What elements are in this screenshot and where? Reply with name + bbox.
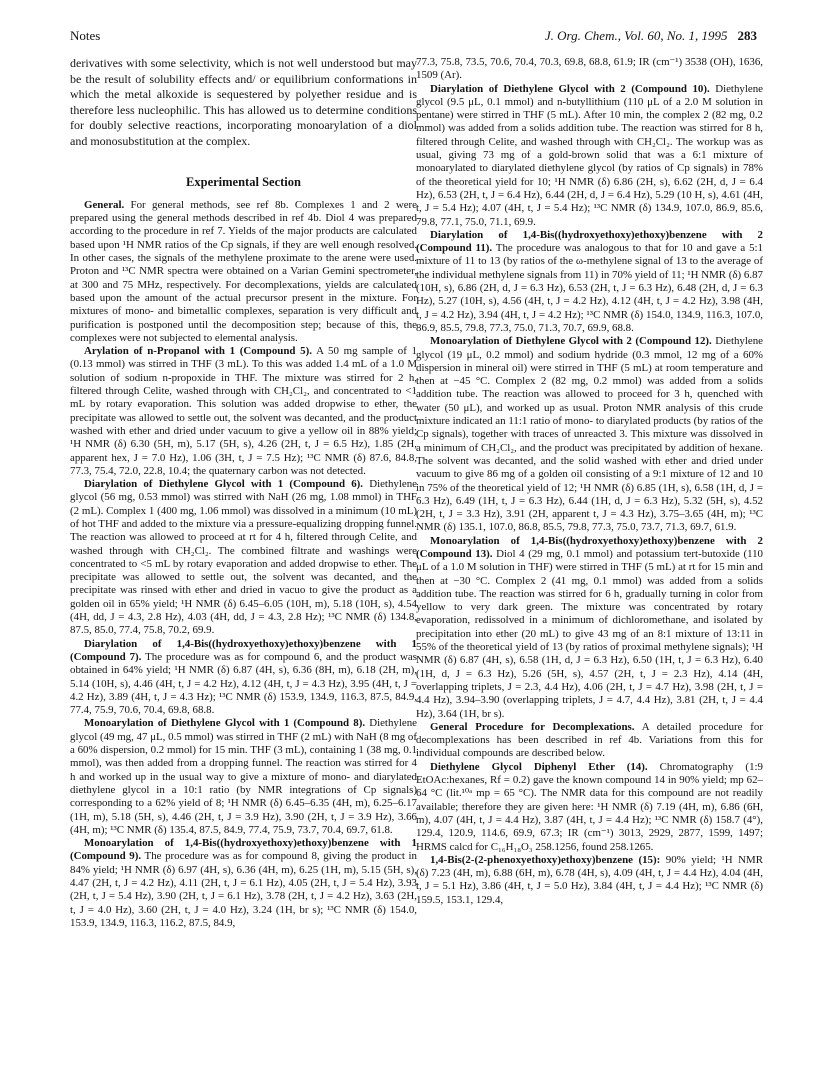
section-label: Notes [70, 28, 101, 43]
paragraph-text: For general methods, see ref 8b. Complexes 1 and 2 were prepared using the general methods described in ref 4b. Diol 4 was prepared according to the procedure in ref 7. Yields of the major products are calculated based upon ¹H NMR ratios of the Cp signals, if they are well enough resolved. In other cases, the signals of the methylene proximate to the arene were used. Proton and ¹³C NMR spectra were obtained on a Varian Gemini spectrometer, at 300 and 75 MHz, respectively. For decomplexations, yields are calculated based upon the amount of the actual precursor present in the mixture. For mixtures of mono- and bimetallic complexes, separation is very difficult and purification is postponed until the decomposition step; because of this, the complexes were not subjected to elemental analysis. [70, 198, 417, 344]
paragraph-heading: Diarylation of Diethylene Glycol with 2 (Compound 10). [430, 82, 710, 95]
paragraph-heading: General Procedure for Decomplexations. [430, 720, 635, 733]
paragraph-heading: 1,4-Bis(2-(2-phenoxyethoxy)ethoxy)benzene (15): [430, 853, 661, 866]
experimental-paragraph [416, 535, 763, 721]
experimental-paragraph [70, 837, 417, 930]
page-number: 283 [737, 28, 757, 43]
paragraph-text: Diethylene glycol (49 mg, 47 μL, 0.5 mmol) was stirred in THF (2 mL) with NaH (8 mg of a 60% dispersion, 0.2 mmol) for 15 min. THF (3 mL), containing 1 (38 mg, 0.1 mmol), was then added from a dropping funnel. The reaction was stirred for 4 h and worked up in the usual way to give a mixture of mono- and diarylated diethylene glycol in a 10:1 ratio (by NMR integrations of Cp signals) corresponding to a 62% yield of 8; ¹H NMR (δ) 6.45–6.35 (4H, m), 6.25–6.17 (1H, m), 5.18 (5H, s), 4.46 (2H, t, J = 3.9 Hz), 3.90 (2H, t, J = 3.9 Hz), 3.66 (4H, m); ¹³C NMR (δ) 135.4, 87.5, 84.9, 77.4, 75.9, 73.7, 70.4, 69.7, 61.8. [70, 717, 417, 836]
paragraph-text: Diol 4 (29 mg, 0.1 mmol) and potassium tert-butoxide (110 μL of a 1.0 M solution in THF) were stirred in THF (5 mL) at rt for 15 min and then at −30 °C. Complex 2 (41 mg, 0.1 mmol) was added from a solids addition tube. The reaction was stirred for 6 h, gradually turning in color from yellow to very dark green. The mixture was concentrated by rotary evaporation, redissolved in a minimum of dichloromethane, and isolated by precipitation into ether (20 mL) to give 43 mg of an 8:1 mixture of 13:11 in 55% of the theoretical yield of 13 (by ratios of proximal methylene signals); ¹H NMR (δ) 6.87 (4H, s), 6.58 (1H, d, J = 6.3 Hz), 6.50 (1H, t, J = 6.3 Hz), 6.40 (1H, d, J = 6.3 Hz), 5.26 (5H, s), 4.57 (2H, t, J = 2.3 Hz), 4.14 (4H, overlapping triplets, J = 2.3, 4.4 Hz), 4.06 (2H, t, J = 4.7 Hz), 3.98 (2H, t, J = 4.4 Hz), 3.94–3.90 (overlapping triplets, J = 4.7, 4.4 Hz), 3.81 (2H, t, J = 4.4 Hz), 3.64 (1H, br s). [416, 547, 763, 720]
paragraph-text: A detailed procedure for decomplexations has been described in ref 4b. Variations from this for individual compounds are described below. [416, 720, 763, 760]
experimental-paragraph [416, 761, 763, 854]
paragraph-heading: Monoarylation of Diethylene Glycol with 2 (Compound 12). [430, 335, 712, 348]
paragraph-heading: Monoarylation of Diethylene Glycol with 1 (Compound 8). [84, 717, 366, 730]
experimental-paragraph [416, 56, 763, 83]
paragraph-heading: Monoarylation of 1,4-Bis((hydroxyethoxy)ethoxy)benzene with 1 (Compound 9). [70, 837, 417, 863]
experimental-paragraph [416, 335, 763, 534]
experimental-paragraph [70, 638, 417, 718]
experimental-paragraph [416, 229, 763, 335]
right-paragraphs [416, 56, 763, 907]
paragraph-heading: Diethylene Glycol Diphenyl Ether (14). [430, 760, 648, 773]
section-title: Experimental Section [186, 174, 301, 189]
experimental-paragraph [70, 345, 417, 478]
paragraph-text: 90% yield; ¹H NMR (δ) 7.23 (4H, m), 6.88 (6H, m), 6.78 (4H, s), 4.09 (4H, t, J = 4.4 Hz), 4.04 (4H, t, J = 5.1 Hz), 3.86 (4H, t, J = 5.0 Hz), 3.84 (4H, t, J = 4.4 Hz); ¹³C NMR (δ) 159.5, 153.1, 129.4, [416, 853, 763, 906]
right-column [416, 56, 763, 907]
paragraph-heading: Monoarylation of 1,4-Bis((hydroxyethoxy)ethoxy)benzene with 2 (Compound 13). [416, 534, 763, 560]
experimental-paragraph [416, 854, 763, 907]
left-paragraphs [70, 199, 417, 930]
intro-paragraph: derivatives with some selectivity, which is not well understood but may be the result of solubility effects and/ or equilibrium conformations in which the metal alkoxide is sequestered by polyether residue and is therefore less nucleophilic. This has allowed us to determine conditions for doubly selective reactions, incorporating monoarylation of a diol and monosubstitution at the complex. [70, 56, 417, 148]
paragraph-text: The procedure was analogous to that for 10 and gave a 5:1 mixture of 11 to 13 (by ratios of the ω-methylene signal of 13 to the average of the individual methylene signals from 11) in 70% yield of 11; ¹H NMR (δ) 6.87 (10H, s), 6.86 (2H, d, J = 6.3 Hz), 6.53 (2H, t, J = 6.3 Hz), 6.48 (2H, d, J = 6.3 Hz), 5.27 (10H, s), 4.56 (4H, t, J = 4.2 Hz), 4.12 (4H, t, J = 4.2 Hz), 3.98 (4H, t, J = 4.2 Hz), 3.94 (4H, t, J = 4.2 Hz); ¹³C NMR (δ) 154.0, 134.9, 116.3, 107.0, 86.9, 85.5, 79.8, 77.3, 75.0, 71.3, 70.7, 69.9, 68.8. [416, 242, 764, 334]
paragraph-text: 77.3, 75.8, 73.5, 70.6, 70.4, 70.3, 69.8, 68.8, 61.9; IR (cm⁻¹) 3538 (OH), 1636, 1509 (Ar). [416, 56, 763, 82]
paragraph-heading: General. [84, 198, 125, 211]
running-head [70, 28, 757, 48]
left-column [70, 56, 417, 930]
journal-name: J. Org. Chem., Vol. 60, No. 1, 1995 [544, 28, 728, 43]
experimental-paragraph [416, 83, 763, 229]
paragraph-heading: Diarylation of 1,4-Bis((hydroxyethoxy)ethoxy)benzene with 1 (Compound 7). [70, 637, 417, 663]
paragraph-text: The procedure was as for compound 6, and the product was obtained in 64% yield; ¹H NMR (δ) 6.87 (4H, s), 6.36 (8H, m), 6.18 (2H, m), 5.14 (10H, s), 4.46 (4H, t, J = 4.2 Hz), 4.12 (4H, t, J = 4.3 Hz), 3.95 (4H, t, J = 4.2 Hz), 3.89 (4H, t, J = 4.3 Hz); ¹³C NMR (δ) 153.9, 134.9, 116.3, 87.5, 84.9, 77.4, 75.9, 70.6, 70.4, 69.8, 68.8. [70, 650, 417, 717]
paragraph-heading: Arylation of n-Propanol with 1 (Compound 5). [84, 345, 312, 358]
paragraph-text: A 50 mg sample of 1 (0.13 mmol) was stirred in THF (3 mL). To this was added 1.4 mL of a 1.0 M solution of sodium n-propoxide in THF. The mixture was stirred for 2 h, filtered through Celite, washed through with CH₂Cl₂, and concentrated to <1 mL by rotary evaporation. This solution was added dropwise to ether, the precipitate was allowed to settle out, the solvent was decanted, and the product washed with ether and dried under vacuum to give a yellow oil in 88% yield; ¹H NMR (δ) 6.30 (5H, m), 5.17 (5H, s), 4.26 (2H, t, J = 6.5 Hz), 1.85 (2H, apparent hex, J = 7.0 Hz), 1.06 (3H, t, J = 7.5 Hz); ¹³C NMR (δ) 87.6, 84.8, 77.3, 75.4, 72.0, 22.8, 10.4; the quaternary carbon was not detected. [70, 345, 418, 477]
experimental-paragraph [416, 721, 763, 761]
paragraph-heading: Diarylation of 1,4-Bis((hydroxyethoxy)ethoxy)benzene with 2 (Compound 11). [416, 228, 763, 255]
experimental-paragraph [70, 478, 417, 638]
paragraph-text: Diethylene glycol (19 μL, 0.2 mmol) and sodium hydride (0.3 mmol, 12 mg of a 60% dispersion in mineral oil) were stirred in THF (5 mL) at room temperature and then at −45 °C. Complex 2 (82 mg, 0.2 mmol) was added from a solids addition tube. The reaction was allowed to proceed for 3 h, quenched with water (50 μL), and worked up as usual. Proton NMR analysis of this crude mixture indicated an 11:1 ratio of mono- to diarylated products (by ratios of the Cp signals), together with traces of unreacted 3. This mixture was dissolved in a minimum of CH₂Cl₂, and the product was precipitated by addition of hexane. The solvent was decanted, and the solid washed with ether and dried under vacuum to give 86 mg of a golden oil consisting of a 9:1 mixture of 12 and 10 in 75% of the theoretical yield of 12; ¹H NMR (δ) 6.85 (1H, s), 6.58 (1H, d, J = 6.3 Hz), 6.49 (1H, t, J = 6.3 Hz), 6.44 (1H, d, J = 6.3 Hz), 5.32 (5H, s), 4.52 (2H, t, J = 3.3 Hz), 3.91 (2H, apparent t, J = 4.3 Hz), 3.75–3.65 (4H, m); ¹³C NMR (δ) 135.1, 107.0, 86.8, 85.5, 79.8, 77.3, 75.0, 73.7, 71.3, 69.7, 61.9. [416, 335, 764, 534]
paragraph-text: Chromatography (1:9 EtOAc:hexanes, Rf = 0.2) gave the known compound 14 in 90% yield; mp 62–64 °C (lit.¹⁰ᵃ mp = 65 °C). The NMR data for this compound are not readily available; therefore they are given here: ¹H NMR (δ) 7.19 (4H, m), 6.86 (6H, m), 4.07 (4H, t, J = 4.4 Hz), 3.87 (4H, t, J = 4.4 Hz); ¹³C NMR (δ) 158.7 (4°), 129.4, 120.9, 114.6, 69.9, 67.3; IR (cm⁻¹) 3013, 2929, 2877, 1599, 1497; HRMS calcd for C₁₆H₁₈O₃ 258.1256, found 258.1265. [416, 760, 763, 853]
experimental-paragraph [70, 717, 417, 837]
experimental-paragraph [70, 199, 417, 345]
paragraph-text: Diethylene glycol (9.5 μL, 0.1 mmol) and n-butyllithium (110 μL of a 2.0 M solution in pentane) were stirred in THF (5 mL). After 10 min, the complex 2 (82 mg, 0.2 mmol) was added from a solids addition tube. The reaction was stirred for 8 h, filtered through Celite, and washed through with CH₂Cl₂. The workup was as usual, giving 73 mg of a gold-brown solid that was a 6:1 mixture of monoarylated to diarylated diethylene glycol (by ratios of Cp signals) in 78% of the theoretical yield for 10; ¹H NMR (δ) 6.86 (2H, s), 6.62 (2H, d, J = 6.4 Hz), 6.53 (2H, t, J = 6.4 Hz), 6.44 (2H, d, J = 6.4 Hz), 5.29 (10 H, s), 4.61 (4H, t, J = 5.4 Hz); 4.07 (4H, t, J = 5.4 Hz); ¹³C NMR (δ) 134.9, 107.0, 86.9, 85.6, 79.8, 77.1, 75.0, 71.1, 69.9. [416, 82, 763, 228]
paragraph-text: The procedure was as for compound 8, giving the product in 84% yield; ¹H NMR (δ) 6.97 (4H, s), 6.36 (4H, m), 6.25 (1H, m), 5.15 (5H, s), 4.47 (2H, t, J = 4.2 Hz), 4.11 (2H, t, J = 6.1 Hz), 4.05 (2H, t, J = 5.4 Hz), 3.93 (2H, t, J = 5.4 Hz), 3.90 (2H, t, J = 6.1 Hz), 3.78 (2H, t, J = 4.2 Hz), 3.63 (2H, t, J = 4.0 Hz), 3.60 (2H, t, J = 4.0 Hz), 3.24 (1H, br s); ¹³C NMR (δ) 154.0, 153.9, 134.9, 116.3, 116.2, 87.5, 84.9, [70, 850, 417, 929]
paragraph-heading: Diarylation of Diethylene Glycol with 1 (Compound 6). [84, 478, 364, 491]
journal-citation [545, 28, 757, 44]
paragraph-text: Diethylene glycol (56 mg, 0.53 mmol) was stirred with NaH (26 mg, 1.08 mmol) in THF (2 mL). Complex 1 (400 mg, 1.06 mmol) was dissolved in a minimum (10 mL) of hot THF and added to the mixture via a pressure-equalizing dropping funnel. The reaction was allowed to proceed at rt for 4 h, filtered through Celite, and washed through with CH₂Cl₂. The combined filtrate and washings were concentrated to <5 mL by rotary evaporation and added dropwise to ether. The precipitate was allowed to settle out, the solvent was decanted, and the precipitate was rinsed with ether and dried in vacuo to give the product as a golden oil in 65% yield; ¹H NMR (δ) 6.45–6.05 (10H, m), 5.18 (10H, s), 4.54 (4H, dd, J = 4.3, 2.8 Hz), 4.03 (4H, dd, J = 4.3, 2.8 Hz); ¹³C NMR (δ) 134.8, 87.5, 85.0, 77.4, 75.8, 70.2, 69.9. [70, 478, 417, 637]
